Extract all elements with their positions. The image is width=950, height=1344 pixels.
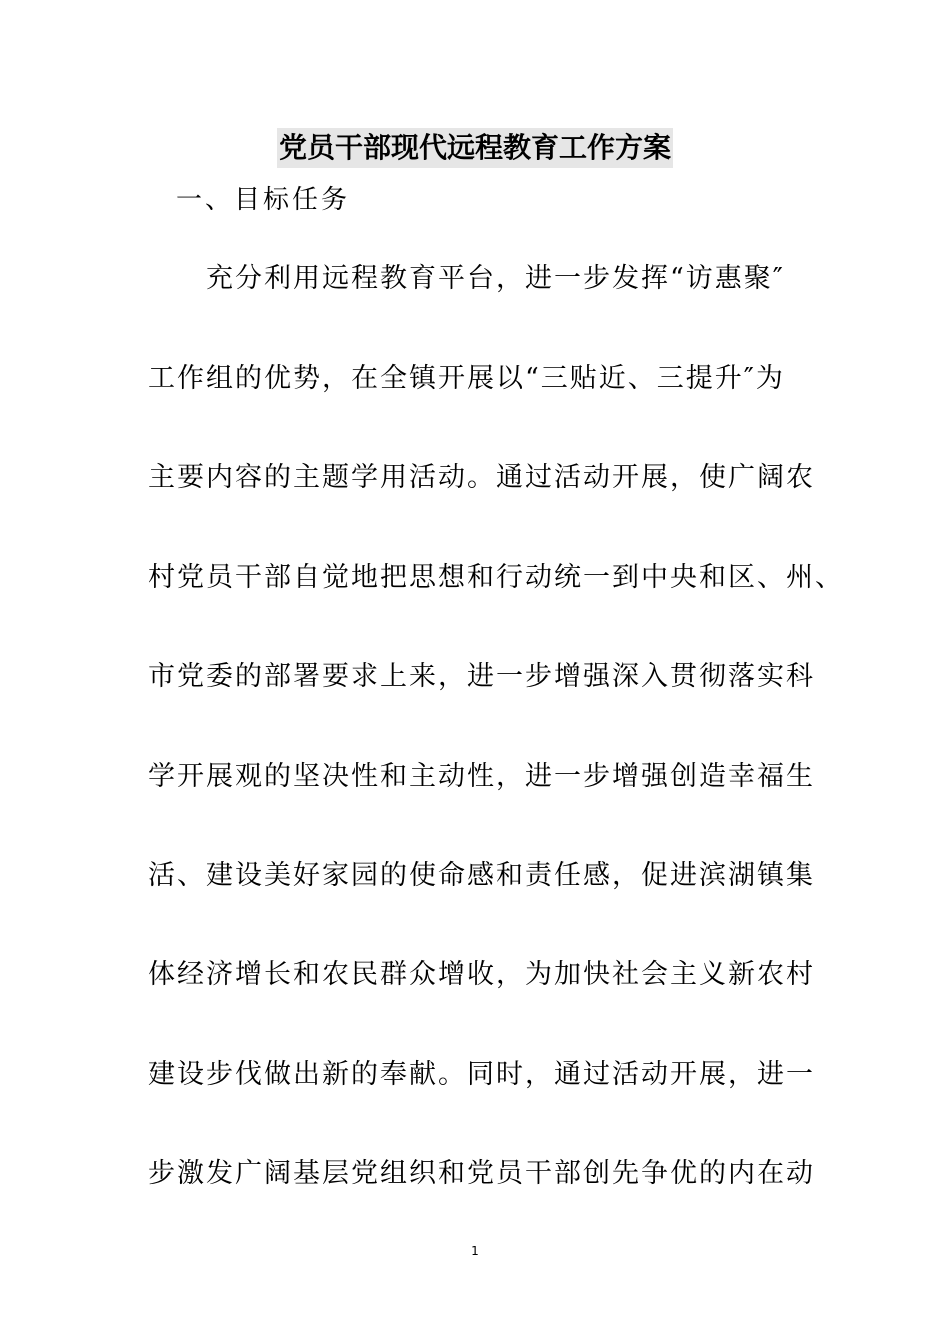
paragraph-line: 建设步伐做出新的奉献。同时，通过活动开展，进一 — [148, 1059, 815, 1090]
paragraph-line: 体经济增长和农民群众增收，为加快社会主义新农村 — [148, 959, 815, 990]
section-heading: 一、目标任务 — [176, 185, 351, 215]
document-title: 党员干部现代远程教育工作方案 — [277, 128, 673, 168]
title-container — [0, 128, 950, 168]
paragraph-line: 市党委的部署要求上来，进一步增强深入贯彻落实科 — [148, 661, 815, 692]
paragraph-line: 学开展观的坚决性和主动性，进一步增强创造幸福生 — [148, 761, 815, 792]
page-number: 1 — [471, 1244, 479, 1258]
paragraph-line: 村党员干部自觉地把思想和行动统一到中央和区、州、 — [148, 562, 844, 593]
paragraph-line: 充分利用远程教育平台，进一步发挥“访惠聚″ — [206, 263, 785, 294]
paragraph-line: 主要内容的主题学用活动。通过活动开展，使广阔农 — [148, 462, 815, 493]
paragraph-line: 活、建设美好家园的使命感和责任感，促进滨湖镇集 — [148, 860, 815, 891]
paragraph-line: 工作组的优势，在全镇开展以“三贴近、三提升″为 — [148, 363, 785, 394]
paragraph-line: 步激发广阔基层党组织和党员干部创先争优的内在动 — [148, 1158, 815, 1189]
